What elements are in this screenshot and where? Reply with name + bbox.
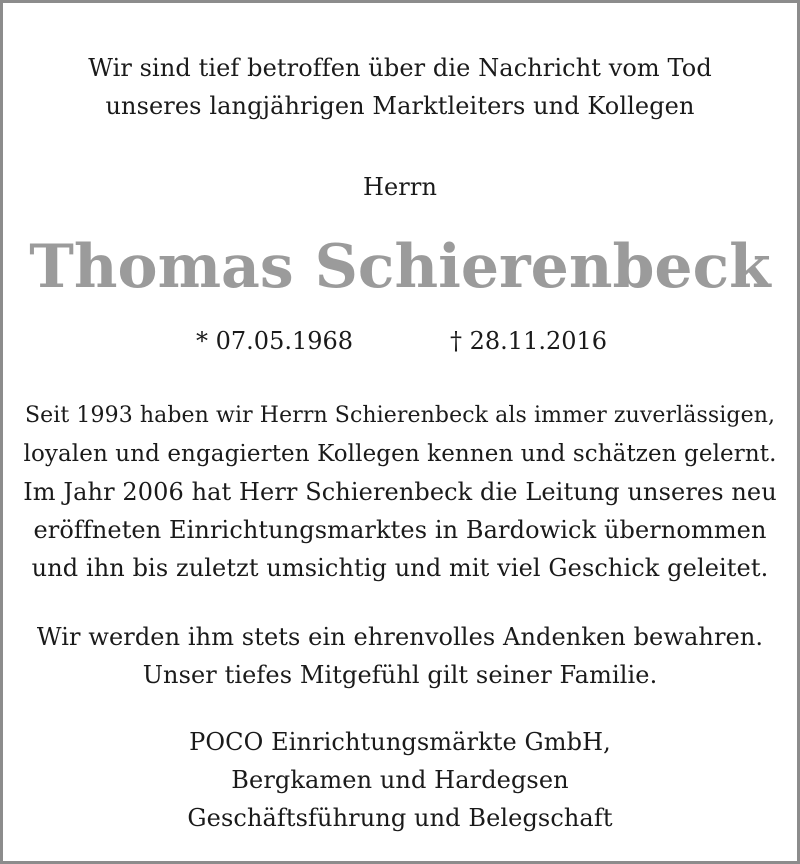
body-line-4: eröffneten Einrichtungsmarktes in Bardowick übernommen bbox=[33, 516, 767, 544]
remembrance-line-1: Wir werden ihm stets ein ehrenvolles Andenken bewahren. bbox=[36, 623, 764, 651]
intro-line-1: Wir sind tief betroffen über die Nachricht vom Tod bbox=[88, 54, 712, 82]
body-line-2: loyalen und engagierten Kollegen kennen und schätzen gelernt. bbox=[23, 441, 777, 467]
body-line-1: Seit 1993 haben wir Herrn Schierenbeck als immer zuverlässigen, bbox=[24, 403, 776, 428]
body-line-5: und ihn bis zuletzt umsichtig und mit viel Geschick geleitet. bbox=[31, 554, 769, 582]
body-line-3: Im Jahr 2006 hat Herr Schierenbeck die Leitung unseres neu bbox=[23, 478, 777, 506]
life-dates bbox=[0, 326, 800, 356]
birth-date: * 07.05.1968 bbox=[196, 327, 354, 355]
deceased-name: Thomas Schierenbeck bbox=[29, 232, 771, 302]
signature-line-1: POCO Einrichtungsmärkte GmbH, bbox=[189, 728, 611, 756]
remembrance-line-2: Unser tiefes Mitgefühl gilt seiner Familie. bbox=[142, 661, 658, 689]
intro-line-2: unseres langjährigen Marktleiters und Kollegen bbox=[105, 92, 695, 120]
signature-line-2: Bergkamen und Hardegsen bbox=[231, 766, 569, 794]
salutation: Herrn bbox=[362, 173, 438, 201]
death-date: † 28.11.2016 bbox=[450, 327, 608, 355]
signature-line-3: Geschäftsführung und Belegschaft bbox=[187, 804, 613, 832]
